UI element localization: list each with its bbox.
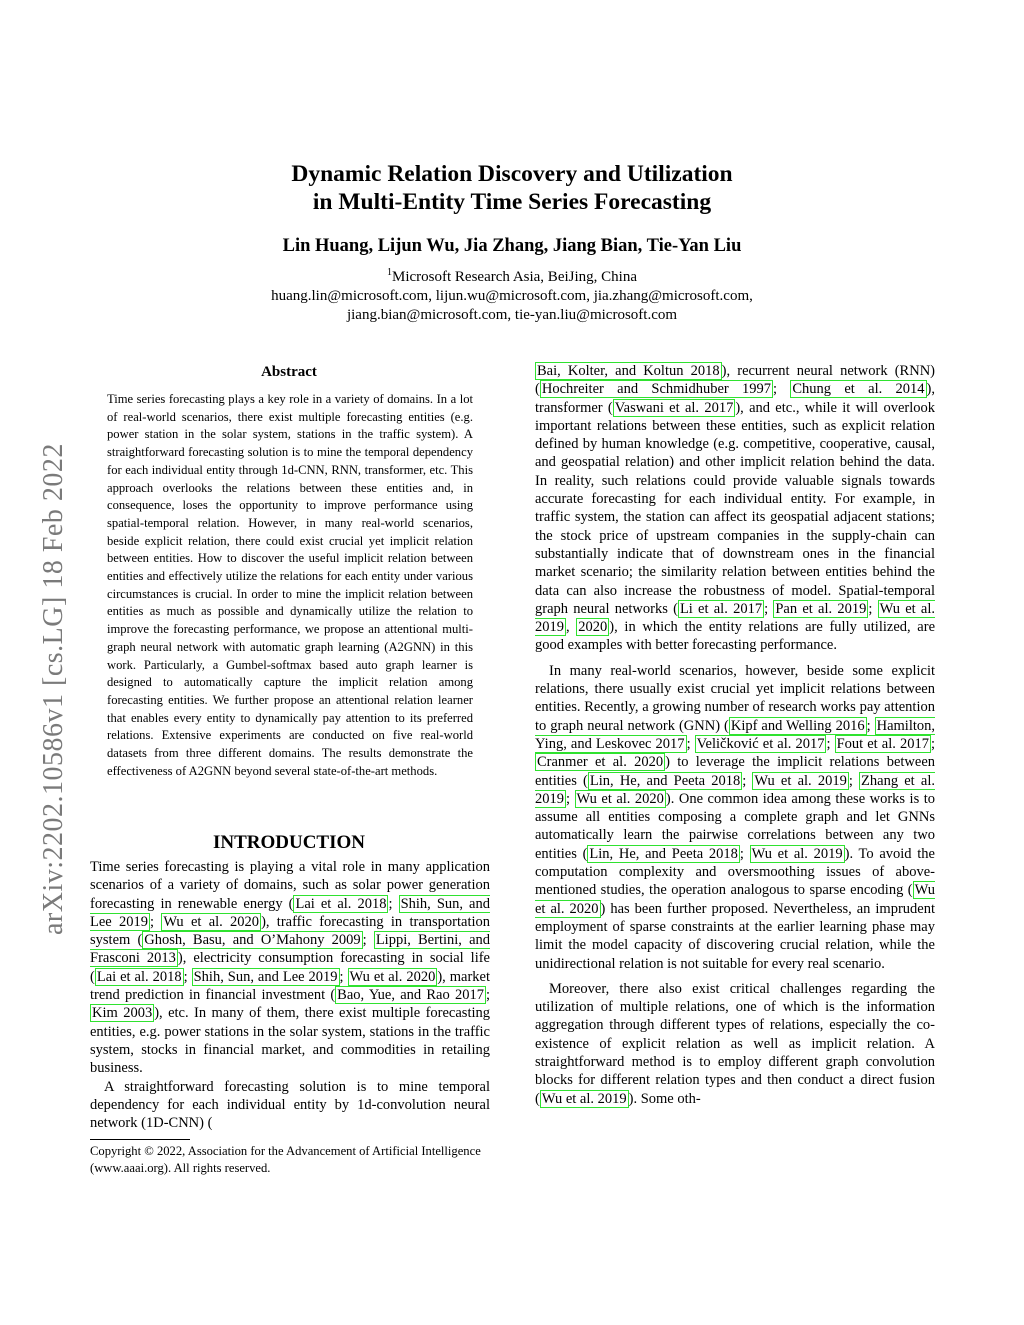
text: ), electricity consumption forecasting in social life (	[90, 950, 490, 985]
text: A straightforward forecasting solution is to mine temporal dependency for each individual entity by 1d-convolution neural network (1D-CNN) (	[90, 1078, 490, 1132]
text: ;	[739, 845, 750, 862]
citation-link[interactable]: Fout et al. 2017	[836, 735, 929, 752]
footnote-rule	[90, 1139, 190, 1140]
citation-link[interactable]: Hochreiter and Schmidhuber 1997	[541, 381, 772, 398]
citation-link[interactable]: Hamilton, Ying, and Leskovec 2017	[535, 717, 936, 752]
text: ), recurrent neural network (RNN) (	[535, 363, 936, 398]
citation-link[interactable]: Shih, Sun, and Lee 2019	[90, 895, 490, 930]
text: ;	[686, 735, 695, 752]
intro-paragraph-3	[535, 662, 935, 973]
abstract-body: Time series forecasting plays a key role in a variety of domains. In a lot of real-world scenarios, there exist multiple forecasting entities (e.g. power station in the solar system, stations in the traffic system). A straightforward forecasting solution is to mine the temporal dependency for each individual entity through 1d-CNN, RNN, transformer, etc. This approach overlooks the relations between these entities and, in consequence, loses the opportunity to improve performance using spatial-temporal relation. However, in many real-world scenarios, beside explicit relation, there could exist crucial yet implicit relation between entities. How to discover the useful implicit relation between entities and effectively utilize the relations for each entity under various circumstances is crucial. In order to mine the implicit relation between entities as much as possible and dynamically utilize the relation to improve the forecasting performance, we propose an attentional multi-graph neural network with automatic graph learning (A2GNN) in this work. Particularly, a Gumbel-softmax based auto graph learner is designed to automatically capture the implicit relation among forecasting entities. We further propose an attentional relation learner that enables every entity to dynamically pay attention to its preferred relations. Extensive experiments are conducted on five real-world datasets from three different domains. The results demonstrate the effectiveness of A2GNN beyond several state-of-the-art methods.	[107, 392, 473, 778]
abstract-heading: Abstract	[261, 364, 317, 380]
text: ;	[485, 987, 490, 1004]
affiliation-text: Microsoft Research Asia, BeiJing, China	[392, 269, 637, 285]
intro-paragraph-2-cont	[535, 362, 935, 655]
paper-title	[0, 160, 1024, 216]
citation-link[interactable]: Wu et al. 2020	[163, 913, 260, 930]
citation-link[interactable]: Wu et al. 2020	[535, 882, 935, 917]
citation-link[interactable]: Lai et al. 2018	[96, 968, 182, 985]
text: ). One common idea among these works is to assume all entities composing a complete graph and let GNNs automatically learn the pairwise correlations between any two entities (	[535, 790, 936, 862]
affiliation-block	[0, 263, 1024, 325]
text: ), and etc., while it will overlook important relations between these entities, such as explicit relation defined by human knowledge (e.g. competitive, cooperative, causal, and geospatial relation) and other implicit relation behind the data. In reality, such relations could provide valuable signals towards accurate forecasting for each individual entity. For example, in traffic system, the station can affect its geospatial adjacent stations; the stock price of upstream companies in the supply-chain can substantially indicate that of downstream ones in the financial market scenario; the similarity relation between entities behind the data can also increase the robustness of model. Spatial-temporal graph neural networks (	[535, 399, 935, 617]
citation-link[interactable]: Ghosh, Basu, and O’Mahony 2009	[144, 932, 361, 949]
text: ;	[742, 772, 753, 789]
text: ). Some oth-	[628, 1090, 701, 1107]
text: ), etc. In many of them, there exist multiple forecasting entities, e.g. power stations in the solar system, stations in the traffic system, stocks in financial market, and commodities in retailing business.	[90, 1005, 491, 1077]
citation-link[interactable]: Shih, Sun, and Lee 2019	[193, 968, 338, 985]
text: ;	[866, 717, 875, 734]
text: ), market trend prediction in financial investment (	[90, 968, 490, 1004]
citation-link[interactable]: Zhang et al. 2019	[535, 772, 935, 807]
title-line-2: in Multi-Entity Time Series Forecasting	[312, 189, 712, 215]
text: ) has been further proposed. Nevertheless, an imprudent employment of sparse constraints at the earlier learning phase may limit the model capacity of discovering crucial relation, while the unidirectional relation is not suitable for every real scenario.	[535, 900, 935, 972]
text: ;	[566, 790, 575, 807]
text: ;	[848, 772, 860, 789]
right-column	[535, 362, 935, 1108]
citation-link[interactable]: Wu et al. 2019	[535, 600, 935, 636]
citation-link[interactable]: Bai, Kolter, and Koltun 2018	[537, 363, 720, 379]
title-line-1: Dynamic Relation Discovery and Utilization	[291, 161, 733, 187]
text: ;	[773, 381, 791, 398]
citation-link[interactable]: Pan et al. 2019	[775, 600, 867, 617]
emails-line-1: huang.lin@microsoft.com, lijun.wu@microsoft.com, jia.zhang@microsoft.com,	[271, 288, 753, 304]
text: ), traffic forecasting in transportation system (	[90, 913, 490, 949]
author-list: Lin Huang, Lijun Wu, Jia Zhang, Jiang Bian, Tie-Yan Liu	[282, 236, 742, 256]
text: ;	[764, 600, 774, 617]
text: ;	[183, 968, 192, 985]
intro-paragraph-2-start	[90, 1078, 490, 1133]
text: In many real-world scenarios, however, beside some explicit relations, there usually exist crucial yet implicit relations between entities. Recently, a growing number of research works pay attention to graph neural network (GNN) (	[535, 662, 935, 734]
left-column	[90, 858, 490, 1132]
citation-link[interactable]: Cranmer et al. 2020	[537, 754, 664, 771]
text: ). To avoid the computation complexity and oversmoothing issues of above-mentioned studies, the operation analogous to sparse encoding (	[535, 845, 935, 899]
citation-link[interactable]: Chung et al. 2014	[792, 381, 925, 398]
text: Time series forecasting is playing a vital role in many application scenarios of a variety of domains, such as solar power generation forecasting in renewable energy (	[90, 859, 490, 912]
citation-link[interactable]: Lin, He, and Peeta 2018	[589, 845, 738, 862]
citation-link[interactable]: Veličković et al. 2017	[696, 735, 825, 752]
text: ,	[566, 619, 577, 636]
citation-link[interactable]: Li et al. 2017	[679, 600, 763, 617]
text: ) to leverage the implicit relations between entities (	[535, 754, 935, 789]
citation-link[interactable]: Wu et al. 2019	[541, 1090, 627, 1107]
citation-link[interactable]: Wu et al. 2020	[349, 968, 436, 985]
citation-link[interactable]: Bao, Yue, and Rao 2017	[337, 987, 484, 1004]
affiliation	[0, 263, 1024, 287]
citation-link[interactable]: Vaswani et al. 2017	[614, 399, 734, 416]
text: ), in which the entity relations are fully utilized, are good examples with better forecasting performance.	[535, 619, 936, 654]
text: ;	[868, 600, 878, 617]
text: ;	[930, 735, 935, 752]
citation-link[interactable]: Kim 2003	[92, 1005, 153, 1022]
text: Moreover, there also exist critical challenges regarding the utilization of multiple relations, one of which is the information aggregation through different types of relations, especially the co-existence of explicit relation as well as implicit relation. A straightforward method is to employ different graph convolution blocks for different relation types and then conduct a direct fusion (	[535, 980, 935, 1107]
citation-link[interactable]: Lin, He, and Peeta 2018	[589, 772, 741, 789]
affiliation-marker: 1	[387, 267, 393, 278]
text: ), transformer (	[535, 381, 935, 416]
copyright-footnote: Copyright © 2022, Association for the Advancement of Artificial Intelligence (www.aaai.org). All rights reserved.	[90, 1144, 481, 1175]
text: ;	[362, 932, 374, 949]
intro-paragraph-1	[90, 858, 490, 1078]
intro-paragraph-4	[535, 980, 935, 1108]
citation-link[interactable]: Wu et al. 2020	[576, 790, 664, 807]
citation-link[interactable]: Lippi, Bertini, and Frasconi 2013	[90, 932, 491, 967]
text: ;	[339, 968, 348, 985]
citation-link[interactable]: Wu et al. 2019	[754, 772, 847, 789]
citation-link[interactable]: 2020	[578, 619, 608, 636]
text: ;	[388, 895, 399, 912]
citation-link[interactable]: Kipf and Welling 2016	[730, 717, 865, 734]
text: ;	[826, 735, 835, 752]
emails-line-2: jiang.bian@microsoft.com, tie-yan.liu@microsoft.com	[346, 307, 678, 323]
citation-link[interactable]: Lai et al. 2018	[295, 895, 387, 912]
introduction-heading: INTRODUCTION	[212, 832, 366, 853]
citation-link[interactable]: Wu et al. 2019	[751, 845, 843, 862]
arxiv-identifier: arXiv:2202.10586v1 [cs.LG] 18 Feb 2022	[38, 443, 69, 935]
text: ;	[150, 913, 162, 930]
